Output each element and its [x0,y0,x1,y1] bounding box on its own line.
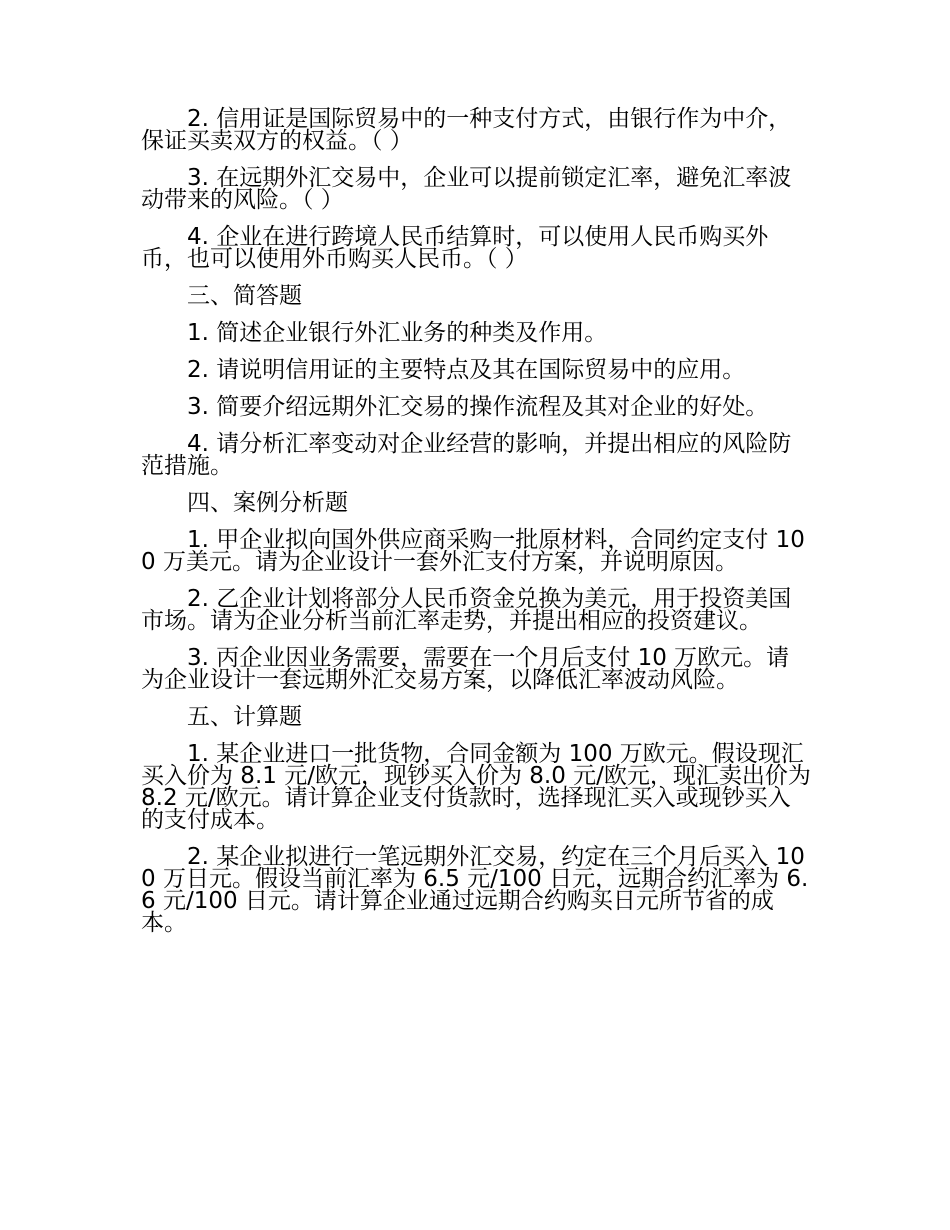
short-answer-item-3: 3. 简要介绍远期外汇交易的操作流程及其对企业的好处。 [187,394,769,420]
true-false-item-2: 2. 信用证是国际贸易中的一种支付方式，由银行作为中介，保证买卖双方的权益。（ ） [141,106,792,154]
short-answer-item-1: 1. 简述企业银行外汇业务的种类及作用。 [187,320,608,346]
case-item-2: 2. 乙企业计划将部分人民币资金兑换为美元，用于投资美国市场。请为企业分析当前汇率走势，并提出相应的投资建议。 [141,586,792,634]
case-item-3: 3. 丙企业因业务需要，需要在一个月后支付 10 万欧元。请为企业设计一套远期外汇交易方案，以降低汇率波动风险。 [141,645,790,693]
short-answer-item-4: 4. 请分析汇率变动对企业经营的影响，并提出相应的风险防范措施。 [141,431,792,479]
short-answer-item-2: 2. 请说明信用证的主要特点及其在国际贸易中的应用。 [187,357,746,383]
true-false-item-4: 4. 企业在进行跨境人民币结算时，可以使用人民币购买外币，也可以使用外币购买人民币。（ ） [141,224,769,272]
calculation-item-2: 2. 某企业拟进行一笔远期外汇交易，约定在三个月后买入 100 万日元。假设当前汇率为 6.5 元/100 日元，远期合约汇率为 6.6 元/100 日元。请计算企业通过远期合约购买日元所节省的成本。 [141,844,809,936]
section-heading-case-analysis: 四、案例分析题 [187,490,348,516]
true-false-item-3: 3. 在远期外汇交易中，企业可以提前锁定汇率，避免汇率波动带来的风险。（ ） [141,165,792,213]
document-body [141,108,811,934]
case-item-1: 1. 甲企业拟向国外供应商采购一批原材料，合同约定支付 100 万美元。请为企业设计一套外汇支付方案，并说明原因。 [141,527,805,575]
section-heading-short-answer: 三、简答题 [187,283,302,309]
section-heading-calculation: 五、计算题 [187,704,302,730]
calculation-item-1: 1. 某企业进口一批货物，合同金额为 100 万欧元。假设现汇买入价为 8.1 元/欧元，现钞买入价为 8.0 元/欧元，现汇卖出价为 8.2 元/欧元。请计算企业支付货款时，选择现汇买入或现钞买入的支付成本。 [141,741,811,833]
